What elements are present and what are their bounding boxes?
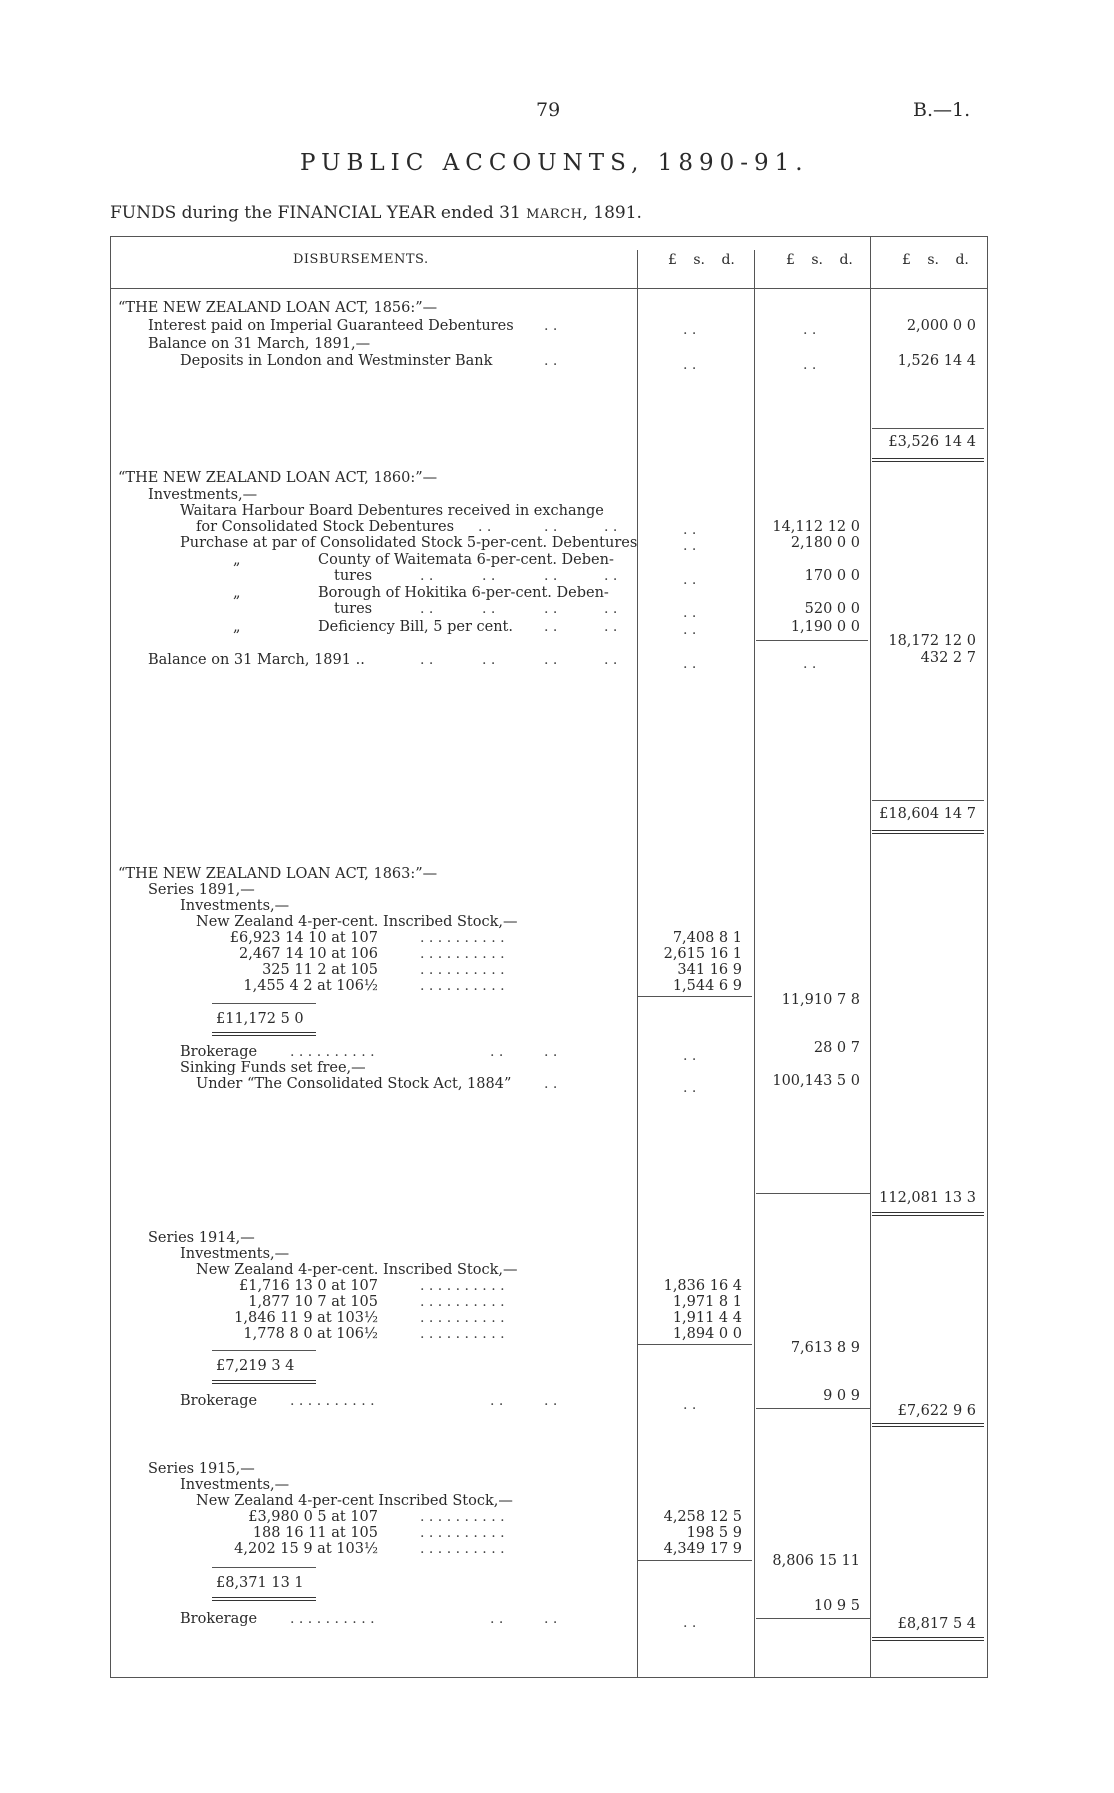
stock-row-desc: 325 11 2 at 105 xyxy=(262,962,378,978)
leader-dots: . . xyxy=(544,353,558,369)
series-total: £8,817 5 4 xyxy=(897,1616,976,1632)
leader-dots: . . xyxy=(604,568,618,584)
row-label: Investments,— xyxy=(180,898,290,914)
leader-dots: . . xyxy=(544,601,558,617)
header-rule xyxy=(110,288,988,289)
stock-row-desc: 4,202 15 9 at 103½ xyxy=(234,1541,378,1557)
leader-dots: . . xyxy=(683,605,697,621)
row-label: Investments,— xyxy=(180,1246,290,1262)
leader-dots: . . xyxy=(544,1076,558,1092)
leader-dots: . . xyxy=(490,1044,504,1060)
amount: 170 0 0 xyxy=(804,568,860,584)
row-label: Brokerage xyxy=(180,1393,258,1409)
series-label: Series 1915,— xyxy=(148,1461,255,1477)
page-title: PUBLIC ACCOUNTS, 1890-91. xyxy=(300,150,809,176)
col-rule-2 xyxy=(754,250,755,1678)
row-label: Sinking Funds set free,— xyxy=(180,1060,366,1076)
stock-row-desc: 1,846 11 9 at 103½ xyxy=(234,1310,378,1326)
amount: 100,143 5 0 xyxy=(772,1073,860,1089)
leader-dots: . . xyxy=(544,1044,558,1060)
double-rule xyxy=(212,1032,316,1036)
stock-row-value: 4,349 17 9 xyxy=(663,1541,742,1557)
leader-dots: . . xyxy=(683,322,697,338)
row-label: Borough of Hokitika 6-per-cent. Deben- xyxy=(318,585,609,601)
stock-row-value: 198 5 9 xyxy=(686,1525,742,1541)
leader-dots: . . xyxy=(683,1080,697,1096)
leader-dots: . . xyxy=(604,652,618,668)
stock-row-desc: 1,778 8 0 at 106½ xyxy=(243,1326,378,1342)
leader-dots: . . xyxy=(544,1393,558,1409)
leader-dots: . . xyxy=(683,522,697,538)
subtotal: 11,910 7 8 xyxy=(781,992,860,1008)
sum-rule xyxy=(638,1560,752,1561)
stock-row-value: 4,258 12 5 xyxy=(663,1509,742,1525)
leader-dots: . . xyxy=(683,1615,697,1631)
stock-row-value: 1,836 16 4 xyxy=(663,1278,742,1294)
amount: 520 0 0 xyxy=(804,601,860,617)
stock-row-desc: £6,923 14 10 at 107 xyxy=(229,930,378,946)
stock-row-value: 2,615 16 1 xyxy=(663,946,742,962)
sum-rule xyxy=(638,996,752,997)
leader-dots: . . xyxy=(490,1611,504,1627)
ditto-mark: „ xyxy=(233,619,241,635)
leader-dots: . . . . . . . . . . xyxy=(420,930,505,946)
stock-row-desc: £3,980 0 5 at 107 xyxy=(248,1509,378,1525)
row-label: Under “The Consolidated Stock Act, 1884” xyxy=(196,1076,512,1092)
leader-dots: . . . . . . . . . . xyxy=(290,1393,375,1409)
col-header-3: £ s. d. xyxy=(902,252,969,268)
amount: 1,526 14 4 xyxy=(897,353,976,369)
leader-dots: . . xyxy=(482,652,496,668)
ditto-mark: „ xyxy=(233,585,241,601)
amount: 10 9 5 xyxy=(813,1598,860,1614)
series-label: Series 1891,— xyxy=(148,882,255,898)
leader-dots: . . xyxy=(420,568,434,584)
col-header-2: £ s. d. xyxy=(786,252,853,268)
leader-dots: . . . . . . . . . . xyxy=(420,1294,505,1310)
double-rule xyxy=(872,1212,984,1216)
stock-row-value: 1,544 6 9 xyxy=(672,978,742,994)
leader-dots: . . xyxy=(683,357,697,373)
leader-dots: . . xyxy=(803,656,817,672)
row-label: Deposits in London and Westminster Bank xyxy=(180,353,493,369)
leader-dots: . . xyxy=(683,572,697,588)
leader-dots: . . . . . . . . . . xyxy=(420,978,505,994)
leader-dots: . . . . . . . . . . xyxy=(290,1611,375,1627)
subtotal: 7,613 8 9 xyxy=(790,1340,860,1356)
row-label: New Zealand 4-per-cent. Inscribed Stock,— xyxy=(196,1262,518,1278)
series-total: £7,622 9 6 xyxy=(897,1403,976,1419)
stock-row-desc: £1,716 13 0 at 107 xyxy=(239,1278,378,1294)
sum-rule xyxy=(212,1567,316,1568)
leader-dots: . . xyxy=(803,322,817,338)
row-label: New Zealand 4-per-cent. Inscribed Stock,— xyxy=(196,914,518,930)
row-label: Purchase at par of Consolidated Stock 5-per-cent. Debentures xyxy=(180,535,638,551)
row-label: Brokerage xyxy=(180,1044,258,1060)
leader-dots: . . . . . . . . . . xyxy=(420,1525,505,1541)
leader-dots: . . xyxy=(604,619,618,635)
document-reference: B.—1. xyxy=(913,99,971,121)
double-rule xyxy=(872,1637,984,1641)
double-rule xyxy=(872,1423,984,1427)
table-bottom-rule xyxy=(110,1677,988,1678)
leader-dots: . . . . . . . . . . xyxy=(420,1278,505,1294)
leader-dots: . . . . . . . . . . xyxy=(420,946,505,962)
row-label: County of Waitemata 6-per-cent. Deben- xyxy=(318,552,614,568)
leader-dots: . . xyxy=(420,601,434,617)
stock-row-desc: 2,467 14 10 at 106 xyxy=(239,946,378,962)
sum-rule xyxy=(756,1193,870,1194)
leader-dots: . . xyxy=(482,568,496,584)
leader-dots: . . xyxy=(683,1397,697,1413)
leader-dots: . . . . . . . . . . xyxy=(420,1509,505,1525)
row-label: Waitara Harbour Board Debentures received in exchange xyxy=(180,503,604,519)
row-label: Investments,— xyxy=(148,487,258,503)
sum-rule xyxy=(756,640,868,641)
leader-dots: . . xyxy=(683,656,697,672)
amount: 2,180 0 0 xyxy=(790,535,860,551)
leader-dots: . . xyxy=(604,519,618,535)
leader-dots: . . xyxy=(544,619,558,635)
page-number: 79 xyxy=(536,99,561,121)
row-label: New Zealand 4-per-cent Inscribed Stock,— xyxy=(196,1493,513,1509)
leader-dots: . . xyxy=(478,519,492,535)
sum-rule xyxy=(212,1350,316,1351)
leader-dots: . . xyxy=(683,622,697,638)
amount: 14,112 12 0 xyxy=(772,519,860,535)
leader-dots: . . xyxy=(604,601,618,617)
leader-dots: . . xyxy=(544,1611,558,1627)
leader-dots: . . xyxy=(683,538,697,554)
col-header-1: £ s. d. xyxy=(668,252,735,268)
leader-dots: . . xyxy=(482,601,496,617)
leader-dots: . . xyxy=(420,652,434,668)
leader-dots: . . xyxy=(803,357,817,373)
table-heading: DISBURSEMENTS. xyxy=(293,252,429,267)
leader-dots: . . . . . . . . . . xyxy=(420,1310,505,1326)
stock-row-value: 1,894 0 0 xyxy=(672,1326,742,1342)
leader-dots: . . . . . . . . . . xyxy=(420,1326,505,1342)
sum-rule xyxy=(756,1618,870,1619)
stock-row-value: 341 16 9 xyxy=(677,962,742,978)
row-label: Investments,— xyxy=(180,1477,290,1493)
leader-dots: . . xyxy=(544,568,558,584)
col-rule-3 xyxy=(870,236,871,1678)
sum-rule xyxy=(756,1408,870,1409)
row-label: tures xyxy=(334,601,373,617)
amount: 432 2 7 xyxy=(920,650,976,666)
section-title: “THE NEW ZEALAND LOAN ACT, 1863:”— xyxy=(118,866,438,882)
col-rule-1 xyxy=(637,250,638,1678)
table-right-rule xyxy=(987,236,988,1678)
section-total: £3,526 14 4 xyxy=(888,434,976,450)
section-title: “THE NEW ZEALAND LOAN ACT, 1860:”— xyxy=(118,470,438,486)
section-total: £18,604 14 7 xyxy=(879,806,976,822)
stock-row-desc: 1,877 10 7 at 105 xyxy=(248,1294,378,1310)
leader-dots: . . . . . . . . . . xyxy=(290,1044,375,1060)
row-label: for Consolidated Stock Debentures xyxy=(196,519,455,535)
sum-rule xyxy=(872,428,984,429)
leader-dots: . . xyxy=(544,318,558,334)
stock-row-desc: 188 16 11 at 105 xyxy=(252,1525,378,1541)
stock-row-value: 7,408 8 1 xyxy=(672,930,742,946)
nominal-total: £11,172 5 0 xyxy=(216,1011,304,1027)
row-label: Balance on 31 March, 1891 .. xyxy=(148,652,365,668)
leader-dots: . . . . . . . . . . xyxy=(420,962,505,978)
series-total: 112,081 13 3 xyxy=(879,1190,976,1206)
amount: 1,190 0 0 xyxy=(790,619,860,635)
double-rule xyxy=(872,830,984,834)
row-label: Interest paid on Imperial Guaranteed Debentures xyxy=(148,318,514,334)
row-label: Balance on 31 March, 1891,— xyxy=(148,336,371,352)
stock-row-desc: 1,455 4 2 at 106½ xyxy=(243,978,378,994)
table-top-rule xyxy=(110,236,988,237)
amount: 2,000 0 0 xyxy=(906,318,976,334)
leader-dots: . . xyxy=(544,652,558,668)
leader-dots: . . xyxy=(544,519,558,535)
page-subtitle: FUNDS during the FINANCIAL YEAR ended 31 MARCH, 1891. xyxy=(110,203,642,223)
leader-dots: . . xyxy=(683,1048,697,1064)
subtotal: 18,172 12 0 xyxy=(888,633,976,649)
stock-row-value: 1,971 8 1 xyxy=(672,1294,742,1310)
row-label: tures xyxy=(334,568,373,584)
row-label: Brokerage xyxy=(180,1611,258,1627)
sum-rule xyxy=(638,1344,752,1345)
amount: 9 0 9 xyxy=(823,1388,860,1404)
sum-rule xyxy=(212,1003,316,1004)
stock-row-value: 1,911 4 4 xyxy=(672,1310,742,1326)
leader-dots: . . . . . . . . . . xyxy=(420,1541,505,1557)
double-rule xyxy=(872,458,984,462)
leader-dots: . . xyxy=(490,1393,504,1409)
row-label: Deficiency Bill, 5 per cent. xyxy=(318,619,513,635)
table-left-rule xyxy=(110,236,111,1678)
nominal-total: £7,219 3 4 xyxy=(216,1358,295,1374)
section-title: “THE NEW ZEALAND LOAN ACT, 1856:”— xyxy=(118,300,438,316)
double-rule xyxy=(212,1597,316,1601)
nominal-total: £8,371 13 1 xyxy=(216,1575,304,1591)
subtotal: 8,806 15 11 xyxy=(772,1553,860,1569)
ditto-mark: „ xyxy=(233,552,241,568)
double-rule xyxy=(212,1380,316,1384)
series-label: Series 1914,— xyxy=(148,1230,255,1246)
amount: 28 0 7 xyxy=(813,1040,860,1056)
sum-rule xyxy=(872,800,984,801)
